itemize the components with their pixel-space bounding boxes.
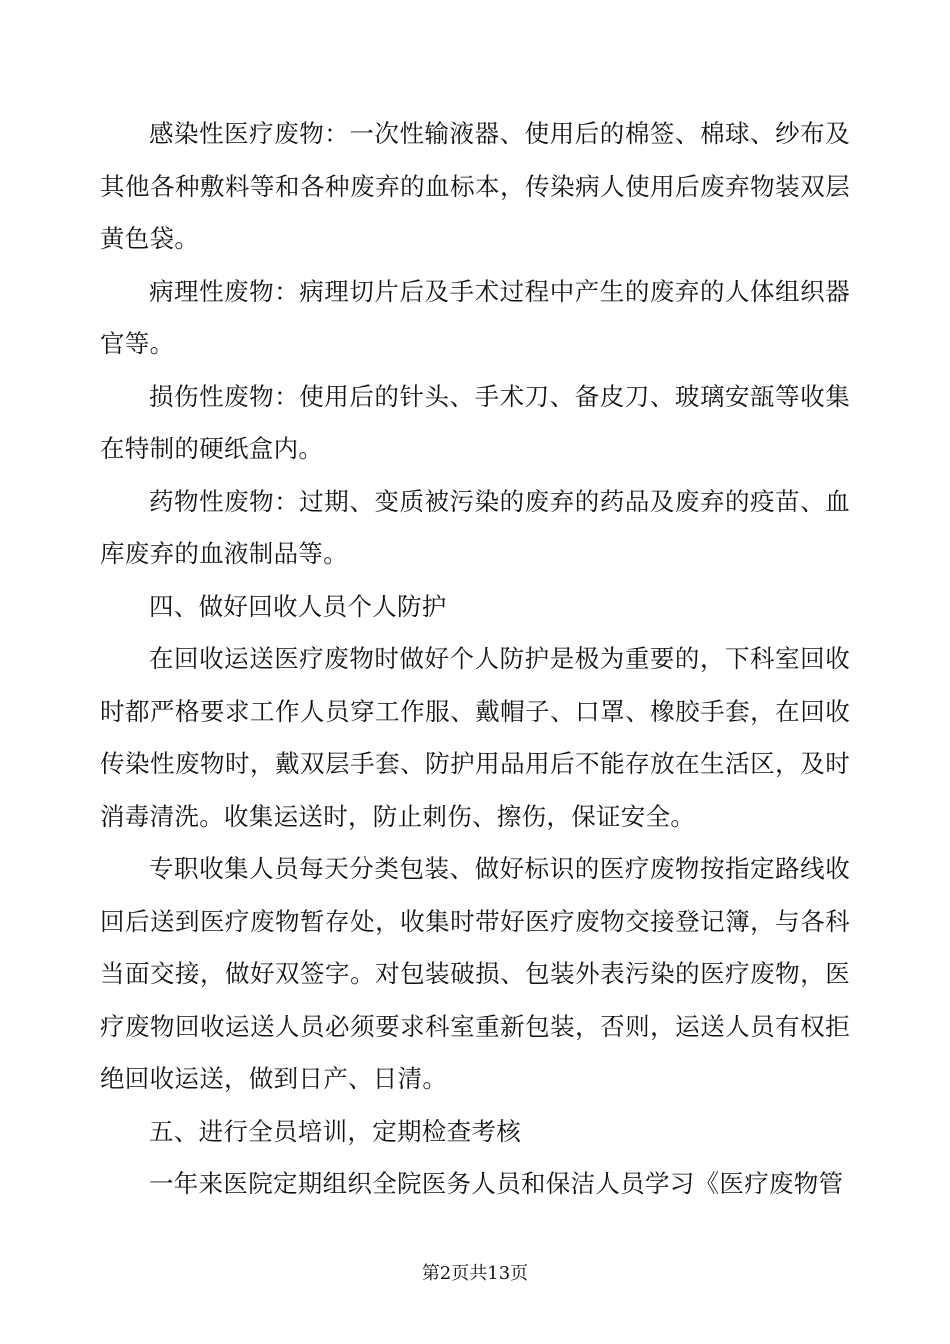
paragraph-training: 一年来医院定期组织全院医务人员和保洁人员学习《医疗废物管 [149,1169,844,1198]
paragraph-pharmaceutical-waste: 药物性废物：过期、变质被污染的废弃的药品及废弃的疫苗、血库废弃的血液制品等。 [100,486,850,568]
page-number-footer: 第2页共13页 [421,1263,529,1284]
section-heading-personal-protection: 四、做好回收人员个人防护 [149,591,447,621]
paragraph-personal-protection: 在回收运送医疗废物时做好个人防护是极为重要的，下科室回收时都严格要求工作人员穿工作服、戴帽子、口罩、橡胶手套，在回收传染性废物时，戴双层手套、防护用品用后不能存放在生活区，及时消毒清洗。收集运送时，防止刺伤、擦伤，保证安全。 [100,644,850,831]
paragraph-pathological-waste: 病理性废物：病理切片后及手术过程中产生的废弃的人体组织器官等。 [100,276,850,358]
section-heading-training: 五、进行全员培训，定期检查考核 [149,1116,521,1146]
document-body [100,108,850,1211]
paragraph-infectious-waste: 感染性医疗废物：一次性输液器、使用后的棉签、棉球、纱布及其他各种敷料等和各种废弃的血标本，传染病人使用后废弃物装双层黄色袋。 [100,119,850,253]
paragraph-collection-procedure: 专职收集人员每天分类包装、做好标识的医疗废物按指定路线收回后送到医疗废物暂存处，收集时带好医疗废物交接登记簿，与各科当面交接，做好双签字。对包装破损、包装外表污染的医疗废物，医疗废物回收运送人员必须要求科室重新包装，否则，运送人员有权拒绝回收运送，做到日产、日清。 [100,854,850,1093]
paragraph-sharps-waste: 损伤性废物：使用后的针头、手术刀、备皮刀、玻璃安瓿等收集在特制的硬纸盒内。 [100,381,850,463]
